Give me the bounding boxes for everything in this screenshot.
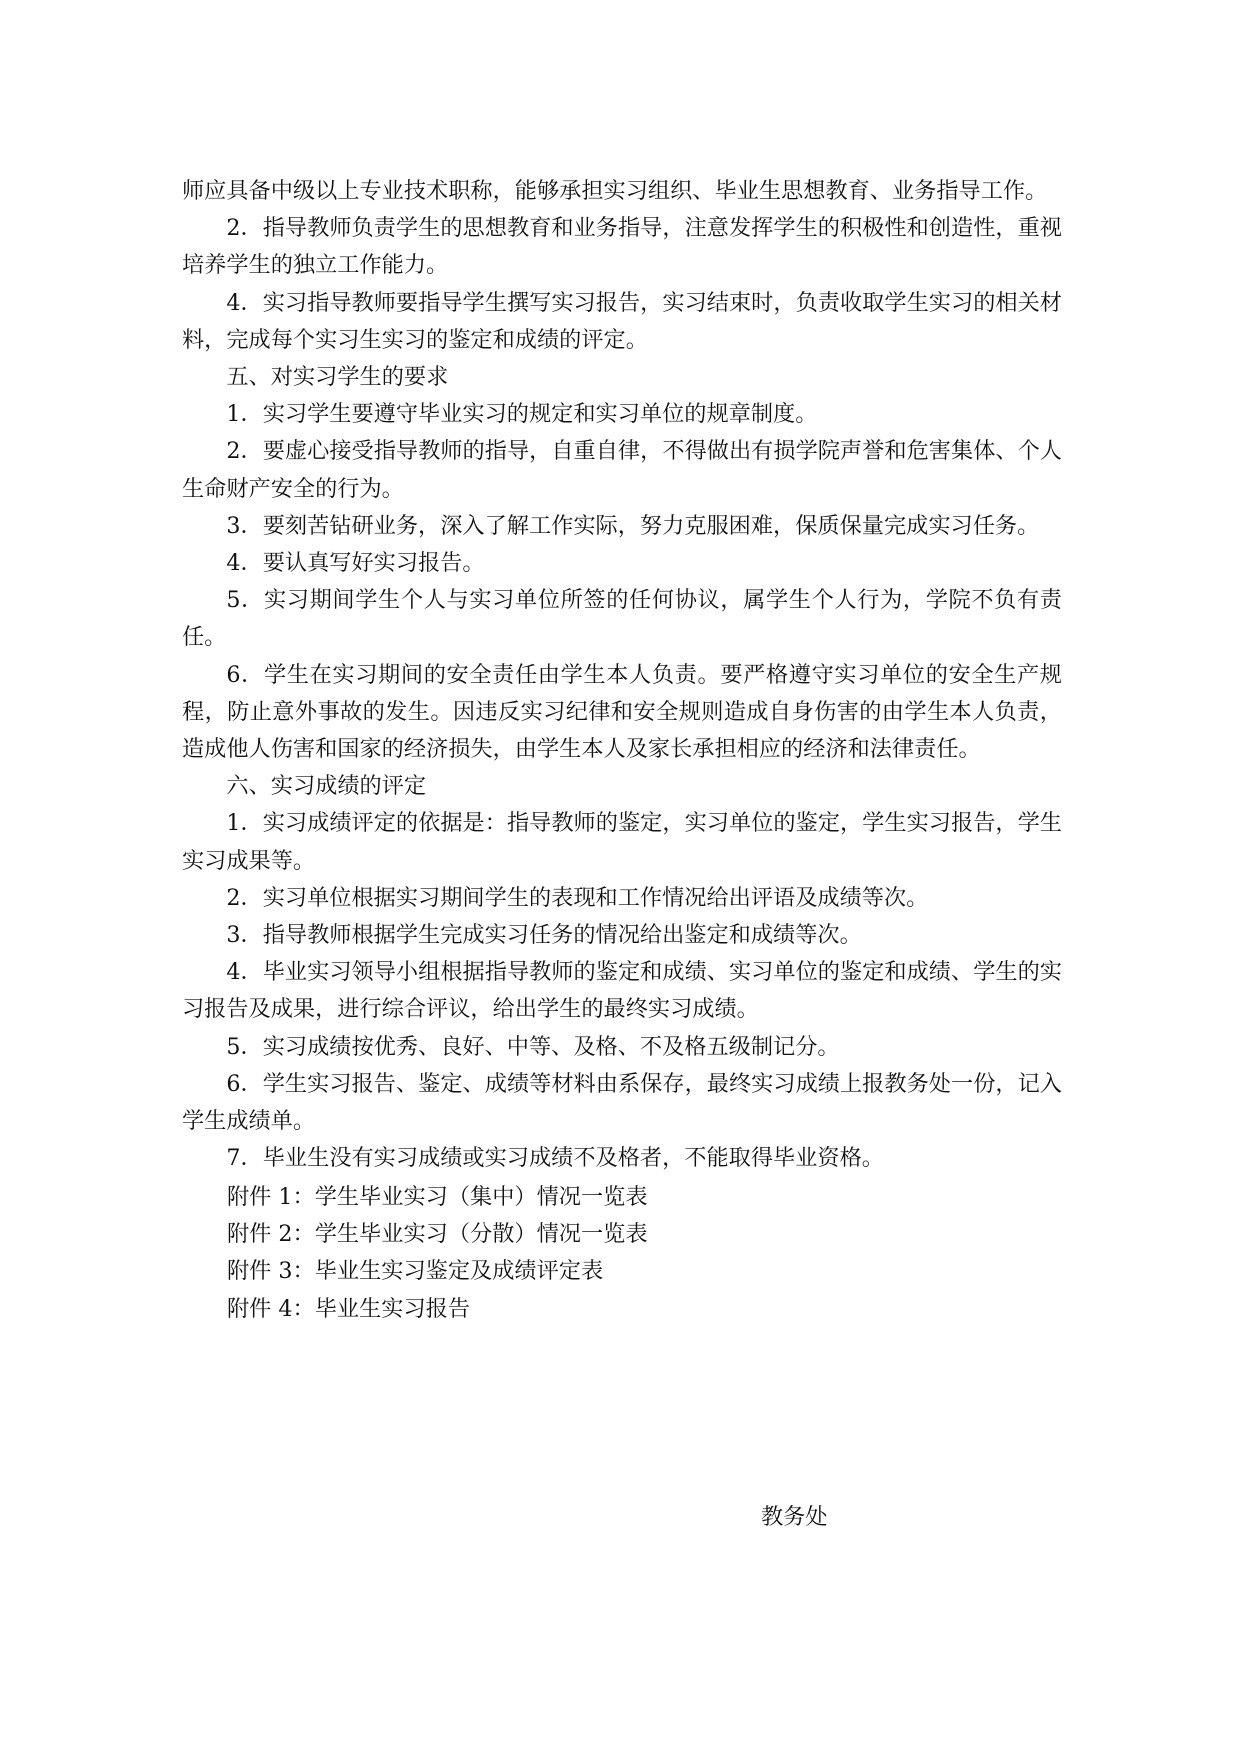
- paragraph-grading-5: 5．实习成绩按优秀、良好、中等、及格、不及格五级制记分。: [226, 1033, 840, 1060]
- attachment-item-2: 附件 2：学生毕业实习（分散）情况一览表: [227, 1221, 648, 1248]
- issuer-signature: 教务处: [761, 1504, 828, 1530]
- paragraph-teacher-duty-2: 2．指导教师负责学生的思想教育和业务指导，注意发挥学生的积极性和创造性，重视培养学生的独立工作能力。: [182, 215, 1062, 279]
- attachment-item-1: 附件 1：学生毕业实习（集中）情况一览表: [227, 1184, 648, 1210]
- paragraph-requirement-1: 1．实习学生要遵守毕业实习的规定和实习单位的规章制度。: [226, 401, 818, 428]
- attachment-item-4: 附件 4：毕业生实习报告: [227, 1295, 471, 1322]
- paragraph-requirement-5: 5．实习期间学生个人与实习单位所签的任何协议，属学生个人行为，学院不负有责任。: [182, 587, 1062, 651]
- paragraph-requirement-6: 6．学生在实习期间的安全责任由学生本人负责。要严格遵守实习单位的安全生产规程，防止意外事故的发生。因违反实习纪律和安全规则造成自身伤害的由学生本人负责，造成他人伤害和国家的经济损失，由学生本人及家长承担相应的经济和法律责任。: [182, 661, 1062, 763]
- attachment-item-3: 附件 3：毕业生实习鉴定及成绩评定表: [227, 1258, 604, 1285]
- paragraph-grading-6: 6．学生实习报告、鉴定、成绩等材料由系保存，最终实习成绩上报教务处一份，记入学生成绩单。: [182, 1070, 1062, 1135]
- paragraph-requirement-2: 2．要虚心接受指导教师的指导，自重自律，不得做出有损学院声誉和危害集体、个人生命财产安全的行为。: [182, 438, 1062, 502]
- paragraph-grading-4: 4．毕业实习领导小组根据指导教师的鉴定和成绩、实习单位的鉴定和成绩、学生的实习报告及成果，进行综合评议，给出学生的最终实习成绩。: [182, 959, 1062, 1023]
- section-heading-grade-evaluation: 六、实习成绩的评定: [226, 773, 427, 800]
- document-body: [182, 173, 1062, 1177]
- paragraph-grading-7: 7．毕业生没有实习成绩或实习成绩不及格者，不能取得毕业资格。: [226, 1145, 884, 1172]
- paragraph-grading-1: 1．实习成绩评定的依据是：指导教师的鉴定，实习单位的鉴定，学生实习报告，学生实习成果等。: [182, 810, 1062, 874]
- paragraph-continued: 师应具备中级以上专业技术职称，能够承担实习组织、毕业生思想教育、业务指导工作。: [182, 178, 1048, 204]
- paragraph-grading-3: 3．指导教师根据学生完成实习任务的情况给出鉴定和成绩等次。: [226, 922, 862, 949]
- section-heading-student-requirements: 五、对实习学生的要求: [226, 364, 449, 391]
- paragraph-grading-2: 2．实习单位根据实习期间学生的表现和工作情况给出评语及成绩等次。: [226, 884, 929, 911]
- attachment-list: [227, 1179, 927, 1328]
- paragraph-requirement-4: 4．要认真写好实习报告。: [226, 550, 485, 577]
- paragraph-requirement-3: 3．要刻苦钻研业务，深入了解工作实际，努力克服困难，保质保量完成实习任务。: [226, 512, 1040, 539]
- paragraph-teacher-duty-4: 4．实习指导教师要指导学生撰写实习报告，实习结束时，负责收取学生实习的相关材料，完成每个实习生实习的鉴定和成绩的评定。: [182, 289, 1062, 353]
